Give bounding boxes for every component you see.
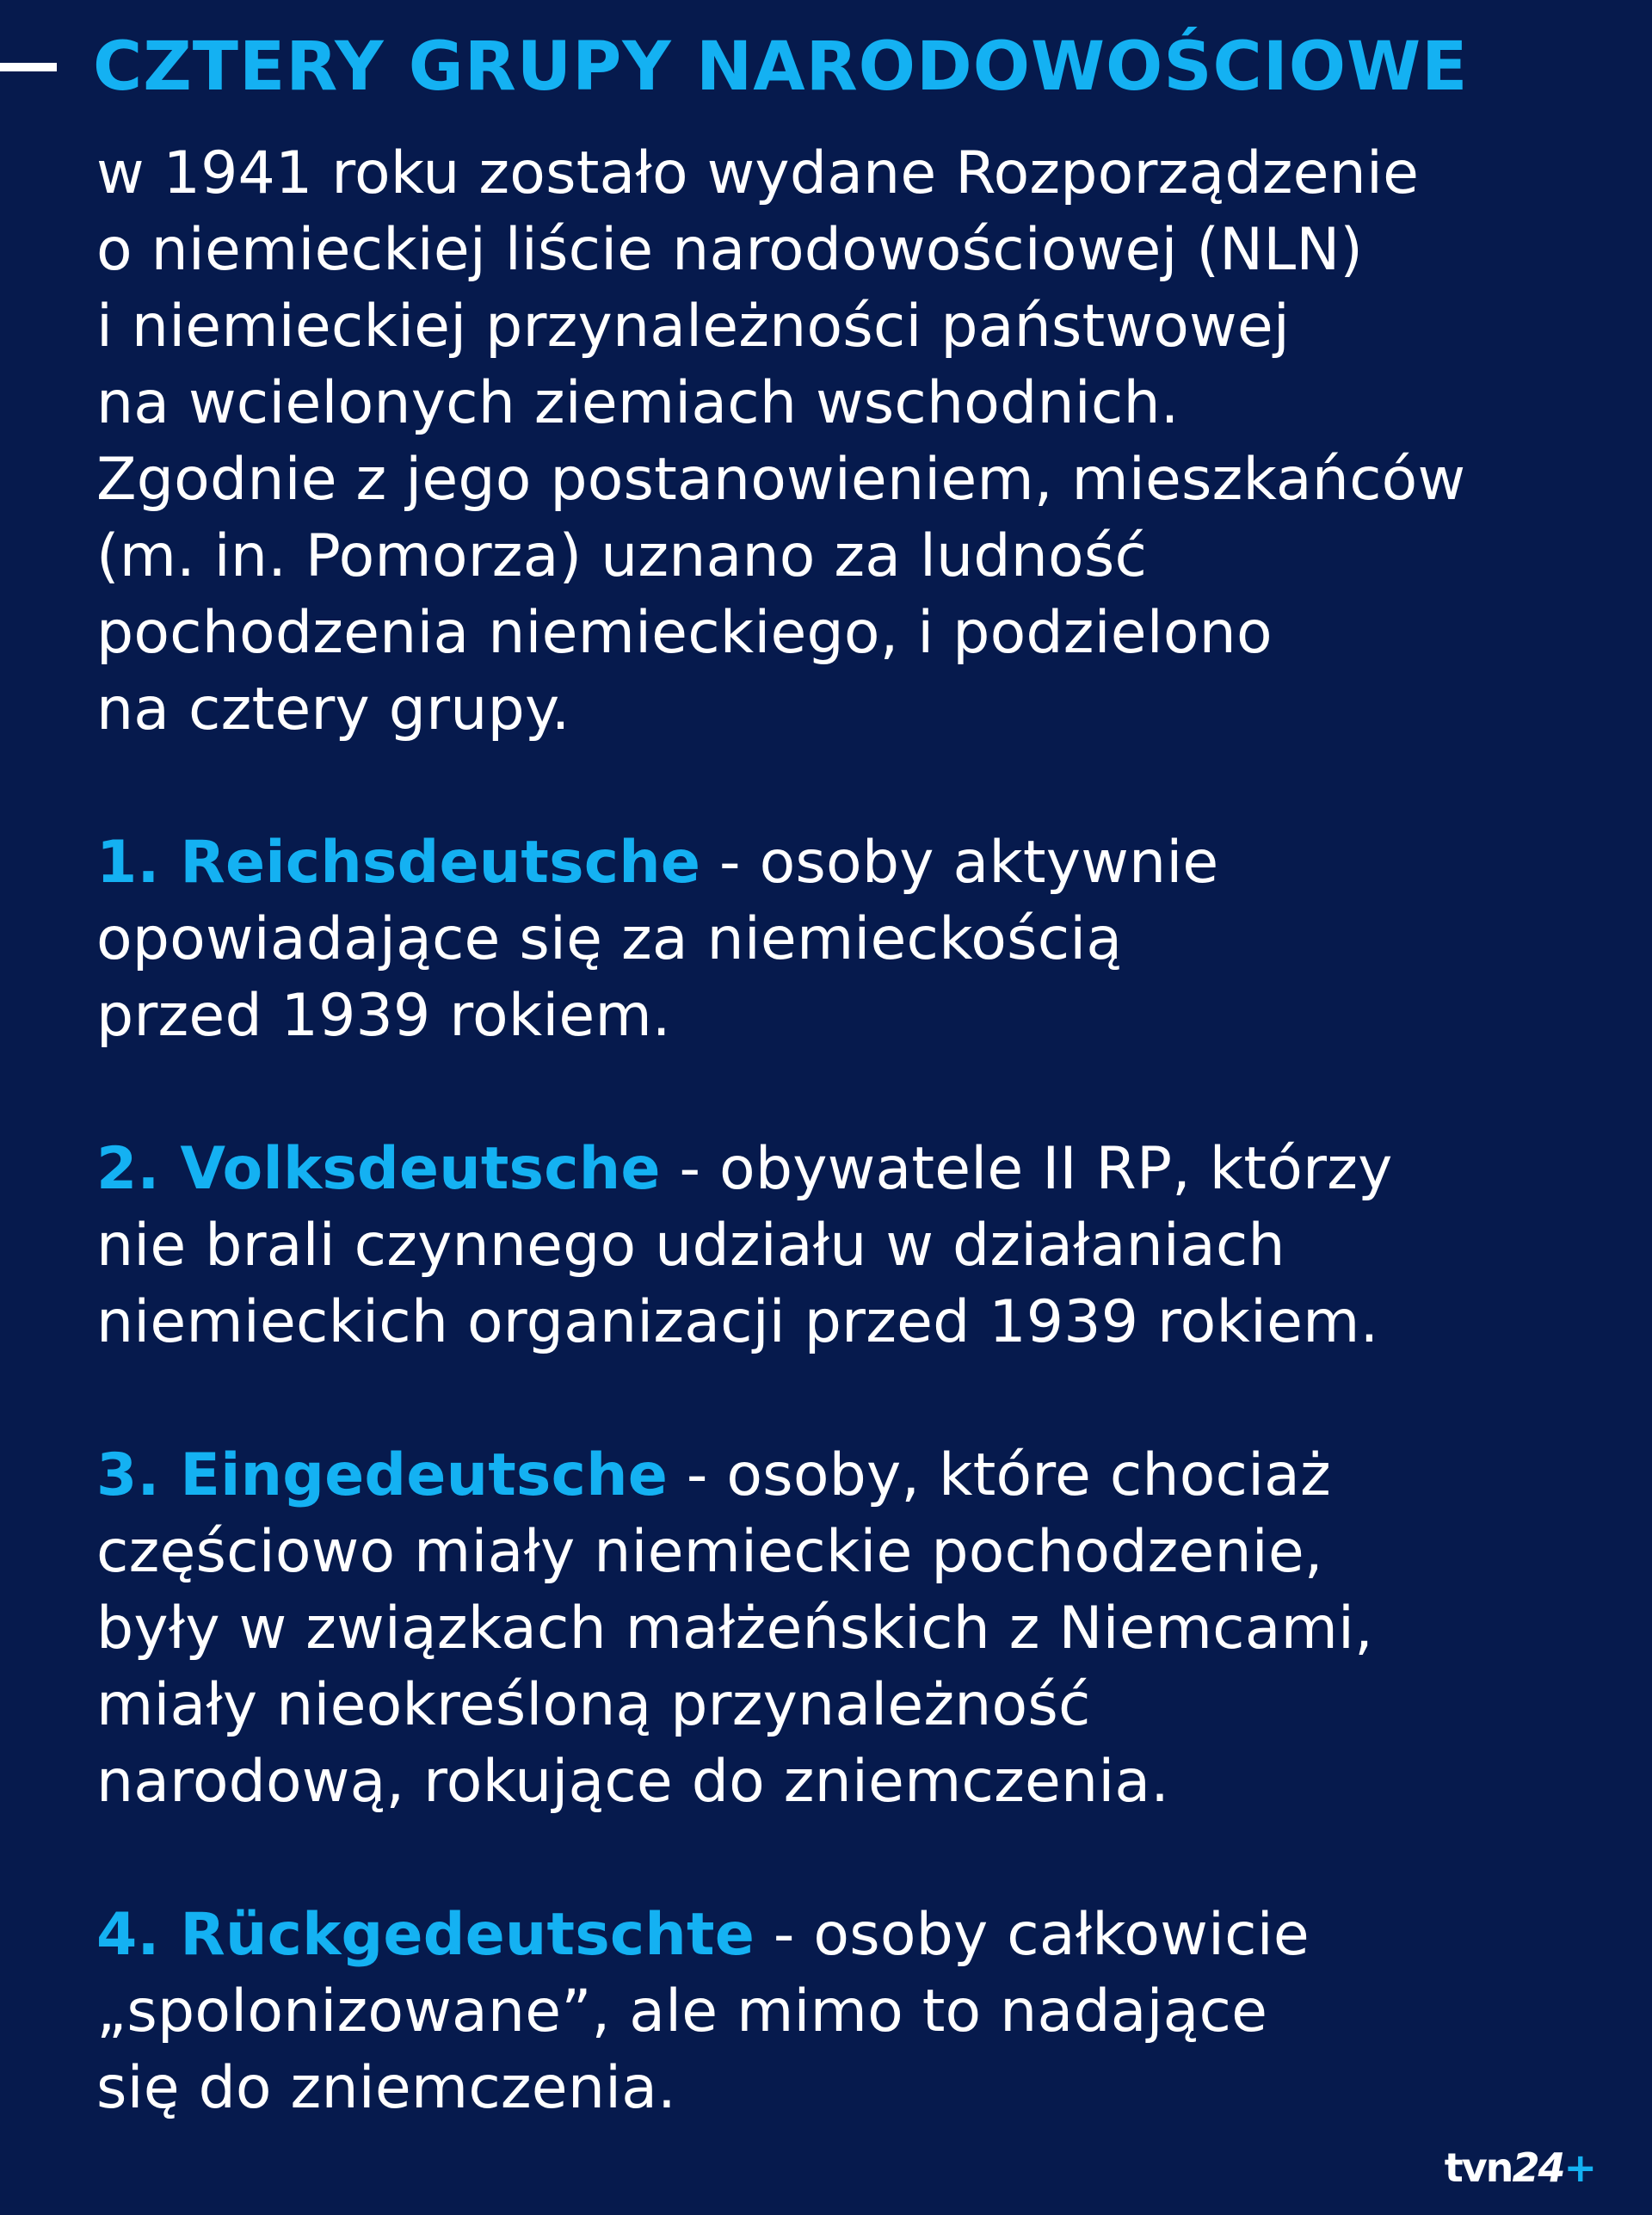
intro-line: na cztery grupy. (96, 676, 570, 743)
group-reichsdeutsche (96, 824, 1628, 1054)
group-description-line: się do zniemczenia. (96, 2054, 676, 2122)
page-title: CZTERY GRUPY NARODOWOŚCIOWE (93, 28, 1469, 106)
group-first-line (96, 824, 1628, 901)
group-name: 3. Eingedeutsche (96, 1441, 669, 1509)
group-description-line: nie brali czynnego udziału w działaniach (96, 1212, 1285, 1280)
intro-line: o niemieckiej liście narodowościowej (NLN) (96, 216, 1364, 284)
group-description-line: „spolonizowane”, ale mimo to nadające (96, 1977, 1268, 2045)
group-ruckgedeutschte (96, 1897, 1628, 2126)
group-first-line (96, 1131, 1628, 1207)
group-first-line (96, 1437, 1628, 1514)
intro-line: (m. in. Pomorza) uznano za ludność (96, 522, 1148, 590)
group-description-start: - osoby aktywnie (700, 829, 1219, 897)
intro-line: pochodzenia niemieckiego, i podzielono (96, 599, 1273, 667)
group-description-start: - osoby całkowicie (755, 1901, 1310, 1969)
group-description-line: częściowo miały niemieckie pochodzenie, (96, 1518, 1323, 1586)
logo-number: 24 (1512, 2144, 1564, 2191)
logo-plus: + (1563, 2144, 1595, 2191)
group-description-start: - obywatele II RP, którzy (660, 1135, 1393, 1203)
intro-line: i niemieckiej przynależności państwowej (96, 293, 1290, 361)
group-description-line: opowiadające się za niemieckością (96, 905, 1123, 973)
group-volksdeutsche (96, 1131, 1628, 1360)
article-body (96, 135, 1628, 2126)
group-description-line: narodową, rokujące do zniemczenia. (96, 1748, 1170, 1816)
group-description-start: - osoby, które chociaż (668, 1441, 1331, 1509)
intro-paragraph (96, 135, 1628, 748)
logo-brand: tvn (1444, 2144, 1513, 2191)
intro-line: w 1941 roku zostało wydane Rozporządzenie (96, 139, 1420, 207)
intro-line: na wcielonych ziemiach wschodnich. (96, 369, 1180, 437)
group-description-line: miały nieokreśloną przynależność (96, 1671, 1091, 1739)
title-dash-decoration (0, 63, 57, 71)
group-description-line: niemieckich organizacji przed 1939 rokiem. (96, 1288, 1379, 1356)
tvn24-plus-logo (1445, 2144, 1595, 2191)
group-name: 1. Reichsdeutsche (96, 829, 701, 897)
group-name: 4. Rückgedeutschte (96, 1901, 755, 1969)
group-eingedeutsche (96, 1437, 1628, 1820)
group-first-line (96, 1897, 1628, 1973)
intro-line: Zgodnie z jego postanowieniem, mieszkańców (96, 446, 1466, 514)
group-name: 2. Volksdeutsche (96, 1135, 661, 1203)
group-description-line: były w związkach małżeńskich z Niemcami, (96, 1595, 1373, 1663)
group-description-line: przed 1939 rokiem. (96, 982, 671, 1050)
